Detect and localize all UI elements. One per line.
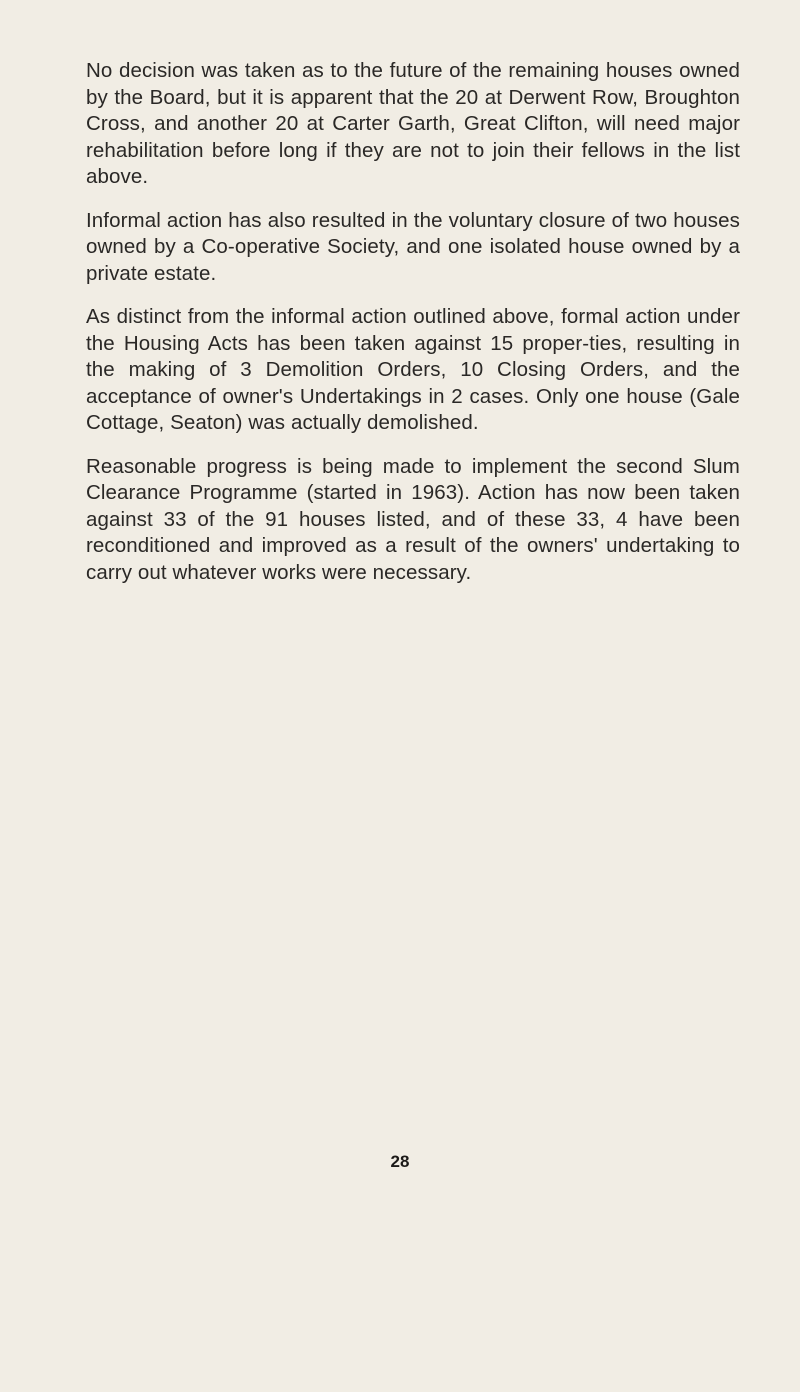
paragraph-informal-action: Informal action has also resulted in the voluntary closure of two houses owned by a Co-operative Society, and one isolated house owned by a private estate. (86, 208, 740, 285)
body-text (86, 58, 740, 603)
page-number: 28 (390, 1152, 410, 1171)
paragraph-remaining-houses: No decision was taken as to the future of the remaining houses owned by the Board, but it is apparent that the 20 at Derwent Row, Broughton Cross, and another 20 at Carter Garth, Great Clifton, will need major rehabilitation before long if they are not to join their fellows in the list above. (86, 59, 740, 188)
paragraph-formal-action: As distinct from the informal action outlined above, formal action under the Housing Acts has been taken against 15 proper-ties, resulting in the making of 3 Demolition Orders, 10 Closing Orders, and the acceptance of owner's Undertakings in 2 cases. Only one house (Gale Cottage, Seaton) was actually demolished. (86, 305, 740, 434)
paragraph-slum-clearance: Reasonable progress is being made to implement the second Slum Clearance Programme (started in 1963). Action has now been taken against 33 of the 91 houses listed, and of these 33, 4 have been reconditioned and improved as a result of the owners' undertaking to carry out whatever works were necessary. (86, 454, 740, 584)
